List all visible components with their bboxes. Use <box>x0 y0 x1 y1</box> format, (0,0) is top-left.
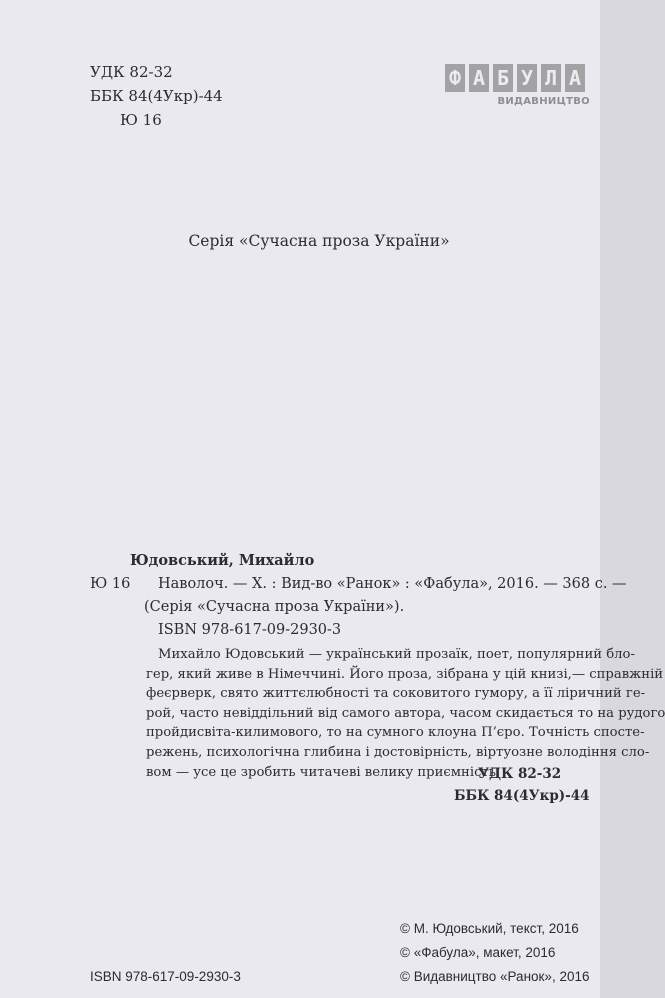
logo-letter: Б <box>493 64 513 92</box>
annotation <box>146 645 665 782</box>
logo-subtitle: ВИДАВНИЦТВО <box>497 96 590 107</box>
logo-letter: А <box>469 64 489 92</box>
bib-author-mark: Ю 16 <box>90 576 131 592</box>
annotation-line: режень, психологічна глибина і достовірність, віртуозне володіння сло- <box>146 744 650 760</box>
annotation-line: пройдисвіта-килимового, то на сумного клоуна П’єро. Точність спосте- <box>146 725 645 741</box>
publisher-logo <box>445 64 590 107</box>
copyright-line: © «Фабула», макет, 2016 <box>400 945 556 960</box>
annotation-line: вом — усе це зробить читачеві велику приємність. <box>146 764 501 780</box>
bib-line-1: Наволоч. — Х. : Вид-во «Ранок» : «Фабула», 2016. — 368 с. — <box>158 576 627 592</box>
bbk-code: ББК 84(4Укр)-44 <box>90 87 223 105</box>
bib-line-2: (Серія «Сучасна проза України»). <box>144 599 405 615</box>
logo-letter: Ф <box>445 64 465 92</box>
bib-isbn: ISBN 978-617-09-2930-3 <box>158 622 342 638</box>
copyright-line: © Видавництво «Ранок», 2016 <box>400 969 590 984</box>
annotation-line: феєрверк, свято життєлюбності та соковитого гумору, а її ліричний ге- <box>146 686 646 702</box>
logo-letter: А <box>565 64 585 92</box>
bib-bbk: ББК 84(4Укр)-44 <box>454 788 590 804</box>
bottom-isbn: ISBN 978-617-09-2930-3 <box>90 969 241 984</box>
annotation-line: гер, який живе в Німеччині. Його проза, зібрана у цій книзі,— справжній <box>146 666 664 682</box>
logo-letter: У <box>517 64 537 92</box>
logo-letters <box>445 64 590 92</box>
logo-letter: Л <box>541 64 561 92</box>
author-mark: Ю 16 <box>120 111 162 129</box>
copyright-line: © М. Юдовський, текст, 2016 <box>400 921 579 936</box>
series-title: Серія «Сучасна проза України» <box>188 232 450 250</box>
udk-code: УДК 82-32 <box>90 63 173 81</box>
bib-udk: УДК 82-32 <box>478 766 562 782</box>
author-name: Юдовський, Михайло <box>130 552 315 569</box>
annotation-line: рой, часто невіддільний від самого автора, часом скидається то на рудого <box>146 705 665 721</box>
annotation-line: Михайло Юдовський — український прозаїк, поет, популярний бло- <box>158 647 635 662</box>
